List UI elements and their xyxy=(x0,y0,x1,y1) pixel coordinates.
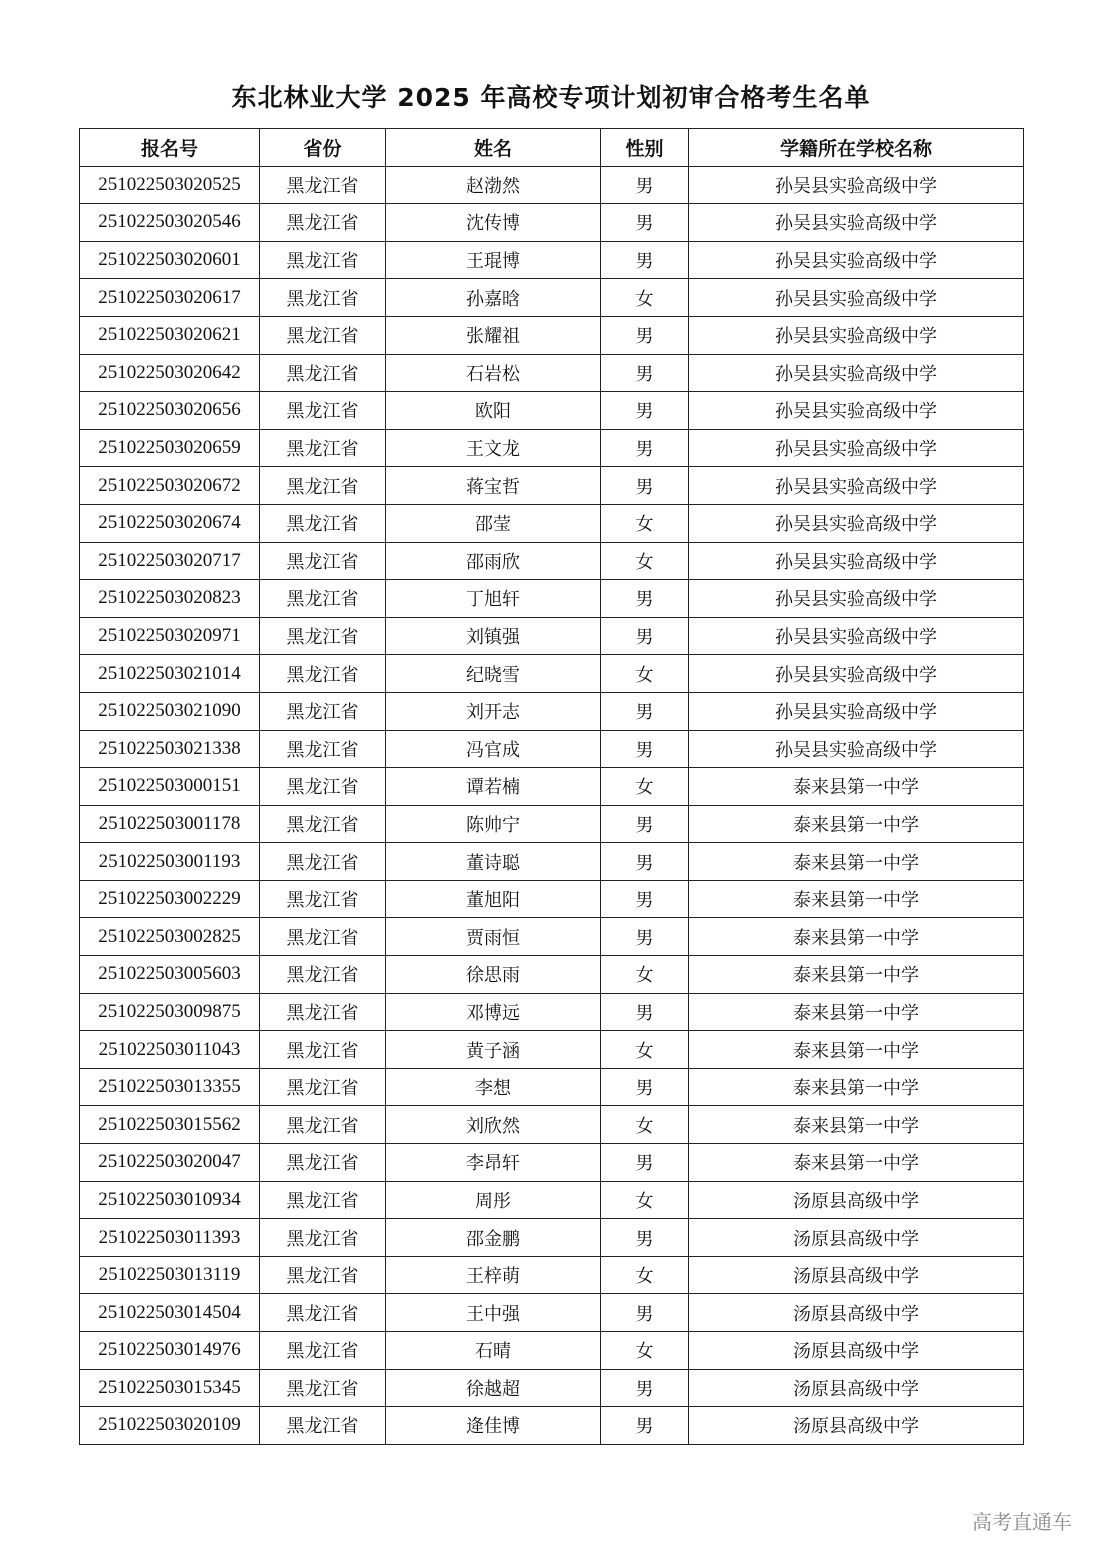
cell-registration-number: 251022503020642 xyxy=(80,354,260,392)
table-row xyxy=(80,1219,1024,1257)
cell-province: 黑龙江省 xyxy=(260,692,386,730)
cell-gender: 男 xyxy=(601,1068,689,1106)
cell-school: 孙吴县实验高级中学 xyxy=(689,542,1024,580)
cell-registration-number: 251022503001193 xyxy=(80,843,260,881)
table-row xyxy=(80,692,1024,730)
cell-gender: 男 xyxy=(601,730,689,768)
cell-school: 泰来县第一中学 xyxy=(689,1031,1024,1069)
cell-province: 黑龙江省 xyxy=(260,429,386,467)
cell-province: 黑龙江省 xyxy=(260,1407,386,1445)
cell-registration-number: 251022503013119 xyxy=(80,1256,260,1294)
table-row xyxy=(80,880,1024,918)
cell-name: 欧阳 xyxy=(386,392,601,430)
cell-school: 汤原县高级中学 xyxy=(689,1256,1024,1294)
cell-school: 孙吴县实验高级中学 xyxy=(689,279,1024,317)
table-row xyxy=(80,1031,1024,1069)
cell-school: 汤原县高级中学 xyxy=(689,1332,1024,1370)
cell-name: 邓博远 xyxy=(386,993,601,1031)
table-row xyxy=(80,279,1024,317)
cell-province: 黑龙江省 xyxy=(260,204,386,242)
cell-province: 黑龙江省 xyxy=(260,1332,386,1370)
cell-name: 王中强 xyxy=(386,1294,601,1332)
table-row xyxy=(80,730,1024,768)
cell-school: 孙吴县实验高级中学 xyxy=(689,204,1024,242)
cell-name: 董旭阳 xyxy=(386,880,601,918)
cell-school: 孙吴县实验高级中学 xyxy=(689,580,1024,618)
cell-registration-number: 251022503013355 xyxy=(80,1068,260,1106)
cell-school: 泰来县第一中学 xyxy=(689,805,1024,843)
table-row xyxy=(80,316,1024,354)
cell-school: 泰来县第一中学 xyxy=(689,956,1024,994)
cell-province: 黑龙江省 xyxy=(260,730,386,768)
cell-name: 孙嘉晗 xyxy=(386,279,601,317)
cell-registration-number: 251022503000151 xyxy=(80,768,260,806)
cell-gender: 男 xyxy=(601,1407,689,1445)
cell-province: 黑龙江省 xyxy=(260,467,386,505)
cell-school: 孙吴县实验高级中学 xyxy=(689,655,1024,693)
cell-registration-number: 251022503020672 xyxy=(80,467,260,505)
cell-school: 泰来县第一中学 xyxy=(689,843,1024,881)
cell-registration-number: 251022503021014 xyxy=(80,655,260,693)
cell-school: 孙吴县实验高级中学 xyxy=(689,316,1024,354)
cell-registration-number: 251022503020656 xyxy=(80,392,260,430)
table-row xyxy=(80,429,1024,467)
cell-name: 王琨博 xyxy=(386,241,601,279)
cell-registration-number: 251022503021090 xyxy=(80,692,260,730)
cell-gender: 男 xyxy=(601,918,689,956)
cell-school: 孙吴县实验高级中学 xyxy=(689,730,1024,768)
cell-registration-number: 251022503009875 xyxy=(80,993,260,1031)
cell-gender: 女 xyxy=(601,1106,689,1144)
cell-school: 孙吴县实验高级中学 xyxy=(689,504,1024,542)
table-row xyxy=(80,241,1024,279)
cell-name: 邵雨欣 xyxy=(386,542,601,580)
cell-registration-number: 251022503020621 xyxy=(80,316,260,354)
table-row xyxy=(80,843,1024,881)
table-row xyxy=(80,1294,1024,1332)
header-name: 姓名 xyxy=(386,129,601,167)
cell-gender: 男 xyxy=(601,993,689,1031)
cell-gender: 男 xyxy=(601,1144,689,1182)
cell-school: 汤原县高级中学 xyxy=(689,1294,1024,1332)
cell-registration-number: 251022503020971 xyxy=(80,617,260,655)
cell-province: 黑龙江省 xyxy=(260,279,386,317)
cell-name: 纪晓雪 xyxy=(386,655,601,693)
cell-name: 赵渤然 xyxy=(386,166,601,204)
cell-province: 黑龙江省 xyxy=(260,617,386,655)
cell-province: 黑龙江省 xyxy=(260,504,386,542)
cell-school: 孙吴县实验高级中学 xyxy=(689,392,1024,430)
cell-name: 周彤 xyxy=(386,1181,601,1219)
cell-name: 董诗聪 xyxy=(386,843,601,881)
cell-name: 沈传博 xyxy=(386,204,601,242)
cell-registration-number: 251022503011043 xyxy=(80,1031,260,1069)
cell-name: 王梓萌 xyxy=(386,1256,601,1294)
table-row xyxy=(80,354,1024,392)
cell-gender: 女 xyxy=(601,1332,689,1370)
cell-name: 徐思雨 xyxy=(386,956,601,994)
cell-gender: 男 xyxy=(601,166,689,204)
table-row xyxy=(80,542,1024,580)
cell-gender: 男 xyxy=(601,241,689,279)
cell-registration-number: 251022503020617 xyxy=(80,279,260,317)
cell-registration-number: 251022503020109 xyxy=(80,1407,260,1445)
cell-province: 黑龙江省 xyxy=(260,768,386,806)
cell-school: 汤原县高级中学 xyxy=(689,1181,1024,1219)
cell-registration-number: 251022503002229 xyxy=(80,880,260,918)
cell-registration-number: 251022503020674 xyxy=(80,504,260,542)
cell-province: 黑龙江省 xyxy=(260,241,386,279)
cell-registration-number: 251022503020601 xyxy=(80,241,260,279)
cell-province: 黑龙江省 xyxy=(260,1219,386,1257)
cell-province: 黑龙江省 xyxy=(260,843,386,881)
cell-school: 泰来县第一中学 xyxy=(689,1144,1024,1182)
cell-gender: 男 xyxy=(601,617,689,655)
table-row xyxy=(80,617,1024,655)
table-row xyxy=(80,1181,1024,1219)
cell-registration-number: 251022503020823 xyxy=(80,580,260,618)
cell-name: 徐越超 xyxy=(386,1369,601,1407)
cell-name: 陈帅宁 xyxy=(386,805,601,843)
cell-gender: 男 xyxy=(601,805,689,843)
cell-name: 邵金鹏 xyxy=(386,1219,601,1257)
cell-gender: 男 xyxy=(601,316,689,354)
cell-province: 黑龙江省 xyxy=(260,166,386,204)
cell-registration-number: 251022503015562 xyxy=(80,1106,260,1144)
table-row xyxy=(80,1068,1024,1106)
candidate-table xyxy=(79,128,1024,1445)
cell-registration-number: 251022503020546 xyxy=(80,204,260,242)
cell-province: 黑龙江省 xyxy=(260,1144,386,1182)
cell-school: 孙吴县实验高级中学 xyxy=(689,241,1024,279)
cell-name: 王文龙 xyxy=(386,429,601,467)
table-row xyxy=(80,204,1024,242)
cell-registration-number: 251022503001178 xyxy=(80,805,260,843)
cell-province: 黑龙江省 xyxy=(260,993,386,1031)
cell-school: 泰来县第一中学 xyxy=(689,880,1024,918)
cell-province: 黑龙江省 xyxy=(260,1068,386,1106)
cell-gender: 女 xyxy=(601,279,689,317)
cell-registration-number: 251022503005603 xyxy=(80,956,260,994)
cell-registration-number: 251022503020717 xyxy=(80,542,260,580)
table-row xyxy=(80,1332,1024,1370)
cell-province: 黑龙江省 xyxy=(260,542,386,580)
cell-school: 泰来县第一中学 xyxy=(689,918,1024,956)
cell-province: 黑龙江省 xyxy=(260,956,386,994)
cell-name: 李昂轩 xyxy=(386,1144,601,1182)
cell-name: 丁旭轩 xyxy=(386,580,601,618)
table-row xyxy=(80,805,1024,843)
cell-gender: 女 xyxy=(601,1031,689,1069)
table-row xyxy=(80,1369,1024,1407)
cell-province: 黑龙江省 xyxy=(260,316,386,354)
cell-province: 黑龙江省 xyxy=(260,1294,386,1332)
cell-province: 黑龙江省 xyxy=(260,880,386,918)
cell-name: 张耀祖 xyxy=(386,316,601,354)
cell-gender: 男 xyxy=(601,1369,689,1407)
cell-gender: 男 xyxy=(601,354,689,392)
cell-school: 汤原县高级中学 xyxy=(689,1407,1024,1445)
table-row xyxy=(80,166,1024,204)
cell-school: 泰来县第一中学 xyxy=(689,768,1024,806)
cell-name: 刘镇强 xyxy=(386,617,601,655)
cell-province: 黑龙江省 xyxy=(260,805,386,843)
cell-name: 石晴 xyxy=(386,1332,601,1370)
table-row xyxy=(80,392,1024,430)
table-row xyxy=(80,1407,1024,1445)
cell-name: 石岩松 xyxy=(386,354,601,392)
cell-name: 李想 xyxy=(386,1068,601,1106)
cell-province: 黑龙江省 xyxy=(260,1106,386,1144)
cell-gender: 男 xyxy=(601,843,689,881)
cell-name: 刘欣然 xyxy=(386,1106,601,1144)
cell-province: 黑龙江省 xyxy=(260,918,386,956)
cell-gender: 男 xyxy=(601,204,689,242)
cell-gender: 男 xyxy=(601,467,689,505)
cell-name: 谭若楠 xyxy=(386,768,601,806)
cell-province: 黑龙江省 xyxy=(260,354,386,392)
cell-gender: 女 xyxy=(601,956,689,994)
cell-gender: 男 xyxy=(601,880,689,918)
cell-name: 蒋宝哲 xyxy=(386,467,601,505)
cell-registration-number: 251022503011393 xyxy=(80,1219,260,1257)
cell-school: 孙吴县实验高级中学 xyxy=(689,354,1024,392)
cell-gender: 男 xyxy=(601,1219,689,1257)
cell-province: 黑龙江省 xyxy=(260,1369,386,1407)
cell-name: 邵莹 xyxy=(386,504,601,542)
cell-school: 孙吴县实验高级中学 xyxy=(689,467,1024,505)
cell-school: 孙吴县实验高级中学 xyxy=(689,617,1024,655)
cell-registration-number: 251022503010934 xyxy=(80,1181,260,1219)
cell-school: 孙吴县实验高级中学 xyxy=(689,692,1024,730)
table-row xyxy=(80,655,1024,693)
table-row xyxy=(80,1144,1024,1182)
cell-gender: 女 xyxy=(601,504,689,542)
cell-school: 孙吴县实验高级中学 xyxy=(689,429,1024,467)
cell-gender: 女 xyxy=(601,1181,689,1219)
cell-gender: 女 xyxy=(601,768,689,806)
table-row xyxy=(80,956,1024,994)
cell-province: 黑龙江省 xyxy=(260,580,386,618)
cell-school: 汤原县高级中学 xyxy=(689,1219,1024,1257)
table-row xyxy=(80,1106,1024,1144)
table-row xyxy=(80,504,1024,542)
cell-gender: 男 xyxy=(601,580,689,618)
cell-gender: 男 xyxy=(601,392,689,430)
header-school: 学籍所在学校名称 xyxy=(689,129,1024,167)
cell-province: 黑龙江省 xyxy=(260,392,386,430)
table-row xyxy=(80,467,1024,505)
cell-province: 黑龙江省 xyxy=(260,655,386,693)
cell-school: 泰来县第一中学 xyxy=(689,993,1024,1031)
cell-registration-number: 251022503020525 xyxy=(80,166,260,204)
cell-gender: 女 xyxy=(601,1256,689,1294)
page-title: 东北林业大学 2025 年高校专项计划初审合格考生名单 xyxy=(231,83,871,112)
cell-name: 逄佳博 xyxy=(386,1407,601,1445)
table-row xyxy=(80,580,1024,618)
cell-registration-number: 251022503002825 xyxy=(80,918,260,956)
cell-name: 冯官成 xyxy=(386,730,601,768)
cell-registration-number: 251022503015345 xyxy=(80,1369,260,1407)
cell-gender: 女 xyxy=(601,542,689,580)
table-row xyxy=(80,918,1024,956)
header-province: 省份 xyxy=(260,129,386,167)
header-registration-number: 报名号 xyxy=(80,129,260,167)
cell-gender: 男 xyxy=(601,429,689,467)
table-header-row xyxy=(80,129,1024,167)
table-row xyxy=(80,768,1024,806)
cell-school: 孙吴县实验高级中学 xyxy=(689,166,1024,204)
table-row xyxy=(80,993,1024,1031)
watermark: 高考直通车 xyxy=(972,1510,1072,1534)
cell-school: 汤原县高级中学 xyxy=(689,1369,1024,1407)
cell-registration-number: 251022503021338 xyxy=(80,730,260,768)
cell-name: 黄子涵 xyxy=(386,1031,601,1069)
cell-registration-number: 251022503020047 xyxy=(80,1144,260,1182)
cell-province: 黑龙江省 xyxy=(260,1181,386,1219)
table-body xyxy=(80,166,1024,1444)
cell-province: 黑龙江省 xyxy=(260,1256,386,1294)
cell-name: 刘开志 xyxy=(386,692,601,730)
cell-gender: 男 xyxy=(601,692,689,730)
cell-registration-number: 251022503014504 xyxy=(80,1294,260,1332)
cell-school: 泰来县第一中学 xyxy=(689,1106,1024,1144)
cell-name: 贾雨恒 xyxy=(386,918,601,956)
cell-gender: 男 xyxy=(601,1294,689,1332)
cell-registration-number: 251022503014976 xyxy=(80,1332,260,1370)
table-row xyxy=(80,1256,1024,1294)
cell-province: 黑龙江省 xyxy=(260,1031,386,1069)
cell-school: 泰来县第一中学 xyxy=(689,1068,1024,1106)
cell-gender: 女 xyxy=(601,655,689,693)
cell-registration-number: 251022503020659 xyxy=(80,429,260,467)
header-gender: 性别 xyxy=(601,129,689,167)
